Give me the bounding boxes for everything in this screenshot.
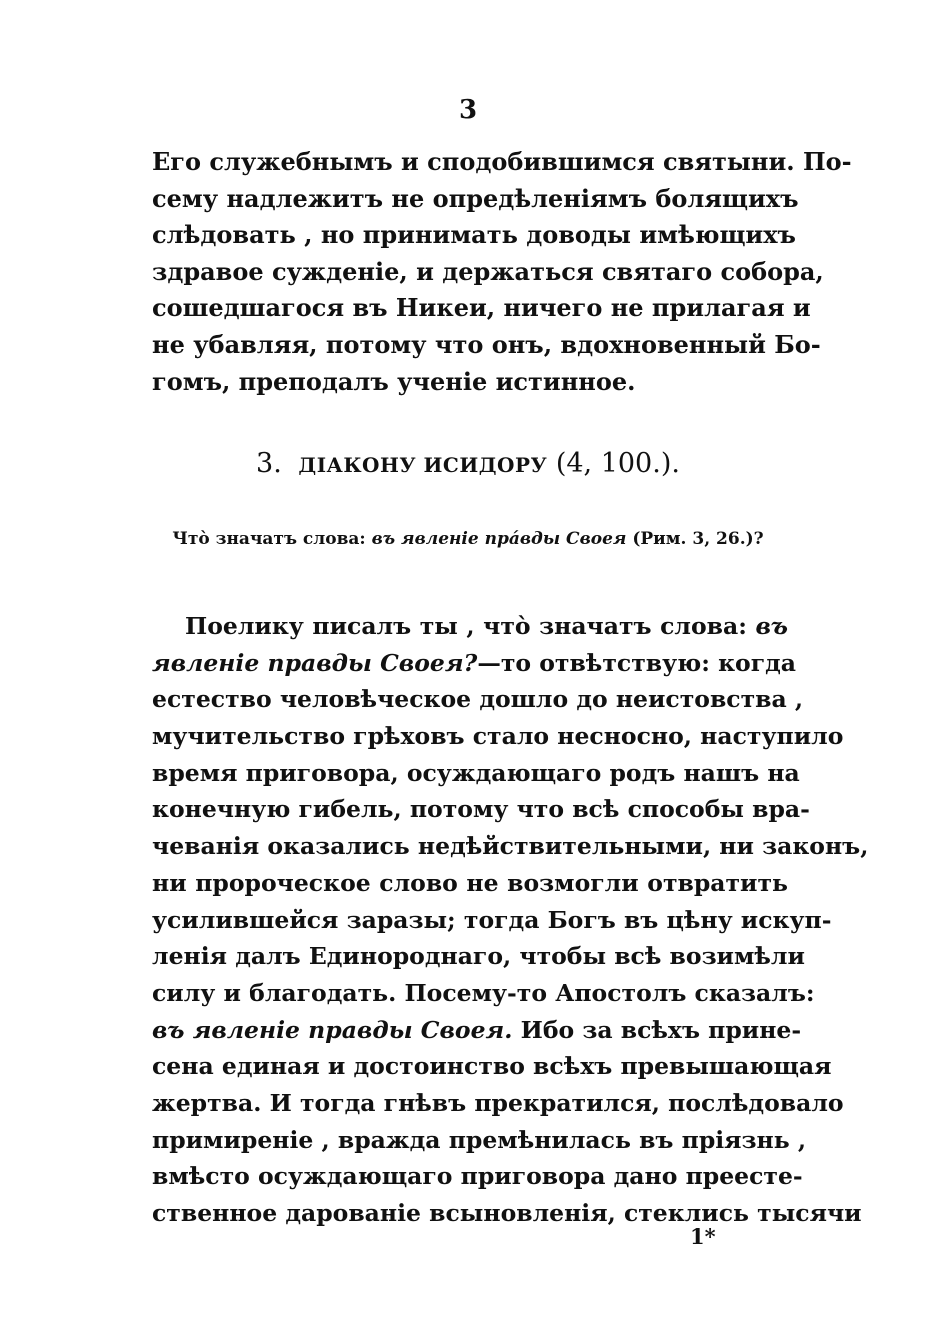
text-line: усилившейся заразы; тогда Богъ въ цѣну искуп- xyxy=(152,905,832,934)
subtitle-lead: Чтò значатъ слова: xyxy=(172,529,372,549)
subtitle-quote: въ явленіе прáвды Своея xyxy=(371,529,627,549)
text-line: слѣдовать , но принимать доводы имѣющихъ xyxy=(152,220,796,250)
text-line: сена единая и достоинство всѣхъ превышающая xyxy=(152,1052,832,1081)
paragraph-letter-body xyxy=(152,608,869,1232)
text-line xyxy=(152,608,788,645)
letter-reference: (4, 100.). xyxy=(555,448,680,479)
letter-subtitle xyxy=(0,529,936,549)
text-line: ственное дарованіе всыновленія, стеклись тысячи xyxy=(152,1199,862,1227)
subtitle-reference: (Рим. 3, 26.)? xyxy=(626,529,764,549)
text-line: примиреніе , вражда премѣнилась въ пріязнь , xyxy=(152,1125,807,1154)
page-number: 3 xyxy=(458,95,478,125)
text-line: чеванія оказались недѣйствительными, ни законъ, xyxy=(152,832,869,861)
text-line: сошедшагося въ Никеи, ничего не прилагая и xyxy=(152,293,811,323)
text-line: ленія далъ Единороднаго, чтобы всѣ возимѣли xyxy=(152,942,805,971)
text-line: вмѣсто осуждающаго приговора дано преесте- xyxy=(152,1162,803,1191)
text-line: силу и благодать. Посему-то Апостолъ сказалъ: xyxy=(152,978,815,1007)
italic-segment: въ явленіе правды Своея. xyxy=(152,1015,513,1044)
text-segment: —то отвѣтствую: когда xyxy=(477,648,797,677)
italic-segment: въ xyxy=(755,612,788,640)
text-line xyxy=(152,1012,802,1049)
text-line: гомъ, преподалъ ученіе истинное. xyxy=(152,366,636,396)
text-line: здравое сужденіе, и держаться святаго собора, xyxy=(152,256,824,286)
text-line: время приговора, осуждающаго родъ нашъ на xyxy=(152,758,800,787)
text-line: не убавляя, потому что онъ, вдохновенный Бо- xyxy=(152,329,821,359)
text-segment: Ибо за всѣхъ прине- xyxy=(512,1015,802,1044)
text-segment: Поелику писалъ ты , чтò значатъ слова: xyxy=(185,612,756,640)
text-line: жертва. И тогда гнѣвъ прекратился, послѣдовало xyxy=(152,1088,844,1117)
letter-heading xyxy=(0,448,936,479)
letter-addressee: ДІАКОНУ ИСИДОРУ xyxy=(298,453,548,477)
signature-mark: 1* xyxy=(690,1224,716,1249)
text-line: сему надлежитъ не опредѣленіямъ болящихъ xyxy=(152,183,799,213)
text-line: мучительство грѣховъ стало несносно, наступило xyxy=(152,722,844,751)
text-line: естество человѣческое дошло до неистовства , xyxy=(152,685,804,714)
paragraph-continuation xyxy=(152,144,852,400)
text-line: Его служебнымъ и сподобившимся святыни. По- xyxy=(152,147,852,176)
text-line: ни пророческое слово не возмогли отвратить xyxy=(152,868,788,897)
text-line xyxy=(152,645,797,682)
letter-number: 3. xyxy=(256,448,282,479)
italic-segment: явленіе правды Своея? xyxy=(152,648,478,677)
text-line: конечную гибель, потому что всѣ способы вра- xyxy=(152,795,810,824)
